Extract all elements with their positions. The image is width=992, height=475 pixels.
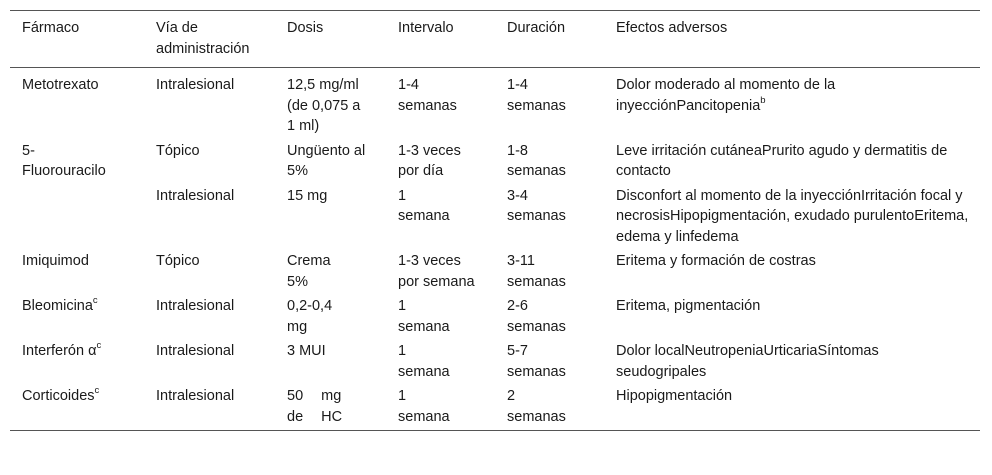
cell-farmaco: [10, 296, 144, 341]
cell-efectos: [604, 186, 980, 252]
cell-farmaco: [10, 141, 144, 186]
farmaco-footnote: c: [92, 295, 98, 307]
farmaco-text: Metotrexato: [22, 77, 99, 93]
cell-intervalo: 1 semana: [398, 388, 450, 425]
efectos-text: Leve irritación cutáneaPrurito agudo y dermatitis de contacto: [616, 142, 948, 179]
cell-dosis: 15 mg: [287, 187, 328, 204]
cell-intervalo: 1 semana: [398, 187, 450, 224]
cell-intervalo: 1 semana: [398, 298, 450, 335]
cell-via: Tópico: [156, 253, 200, 269]
header-dosis: Dosis: [287, 20, 324, 36]
table-row: [10, 296, 980, 341]
cell-duracion: 1-4 semanas: [507, 77, 566, 114]
cell-via: Intralesional: [156, 388, 235, 404]
cell-farmaco: [10, 186, 144, 252]
drug-table-container: [10, 10, 980, 431]
cell-efectos: [604, 341, 980, 386]
header-efectos: Efectos adversos: [616, 20, 728, 36]
table-row: [10, 68, 980, 141]
efectos-text: Eritema y formación de costras: [616, 253, 816, 269]
cell-via: Intralesional: [156, 343, 235, 359]
cell-efectos: [604, 386, 980, 431]
cell-via: Intralesional: [156, 298, 235, 314]
cell-via: Intralesional: [156, 77, 235, 93]
cell-duracion: 5-7 semanas: [507, 343, 566, 380]
cell-efectos: [604, 296, 980, 341]
table-row: [10, 386, 980, 431]
cell-intervalo: 1-3 veces por día: [398, 142, 461, 179]
cell-dosis: Crema 5%: [287, 253, 331, 290]
table-row: [10, 341, 980, 386]
cell-duracion: 3-4 semanas: [507, 187, 566, 224]
cell-via: Intralesional: [156, 187, 235, 204]
cell-dosis: 3 MUI: [287, 343, 326, 359]
farmaco-text: 5-Fluorouracilo: [22, 142, 106, 179]
efectos-text: Dolor localNeutropeniaUrticariaSíntomas seudogripales: [616, 343, 879, 380]
cell-via: Tópico: [156, 142, 200, 159]
header-farmaco: Fármaco: [22, 20, 80, 36]
cell-duracion: 3-11 semanas: [507, 253, 566, 290]
cell-dosis: 0,2-0,4 mg: [287, 298, 333, 335]
farmaco-footnote: c: [96, 340, 102, 352]
cell-duracion: 2 semanas: [507, 388, 566, 425]
cell-farmaco: [10, 341, 144, 386]
cell-efectos: [604, 251, 980, 296]
farmaco-footnote: c: [94, 385, 100, 397]
header-via: Vía de administración: [156, 20, 250, 57]
header-duracion: Duración: [507, 20, 566, 36]
drug-table: [10, 10, 980, 431]
cell-dosis: Ungüento al 5%: [287, 142, 366, 179]
cell-intervalo: 1-3 veces por semana: [398, 253, 475, 290]
header-intervalo: Intervalo: [398, 20, 454, 36]
efectos-text: Dolor moderado al momento de la inyecciónPancitopenia: [616, 77, 836, 114]
efectos-text: Eritema, pigmentación: [616, 298, 761, 314]
table-row: [10, 141, 980, 186]
cell-efectos: [604, 141, 980, 186]
efectos-footnote: b: [760, 94, 766, 106]
farmaco-text: Interferón α: [22, 343, 97, 359]
cell-farmaco: [10, 386, 144, 431]
farmaco-text: Corticoides: [22, 388, 95, 404]
cell-intervalo: 1-4 semanas: [398, 77, 457, 114]
efectos-text: Disconfort al momento de la inyecciónIrritación focal y necrosisHipopigmentación, exudado purulentoEritema, edema y linfedema: [616, 187, 969, 245]
table-row: [10, 186, 980, 252]
cell-farmaco: [10, 251, 144, 296]
cell-farmaco: [10, 68, 144, 141]
cell-dosis: 12,5 mg/ml (de 0,075 a 1 ml): [287, 77, 361, 134]
table-row: [10, 251, 980, 296]
table-header-row: [10, 11, 980, 68]
cell-dosis: 50 mg de HC: [287, 388, 343, 425]
efectos-text: Hipopigmentación: [616, 388, 733, 404]
cell-duracion: 1-8 semanas: [507, 142, 566, 179]
cell-duracion: 2-6 semanas: [507, 298, 566, 335]
cell-intervalo: 1 semana: [398, 343, 450, 380]
farmaco-text: Bleomicina: [22, 298, 93, 314]
cell-efectos: [604, 68, 980, 141]
farmaco-text: Imiquimod: [22, 253, 89, 269]
